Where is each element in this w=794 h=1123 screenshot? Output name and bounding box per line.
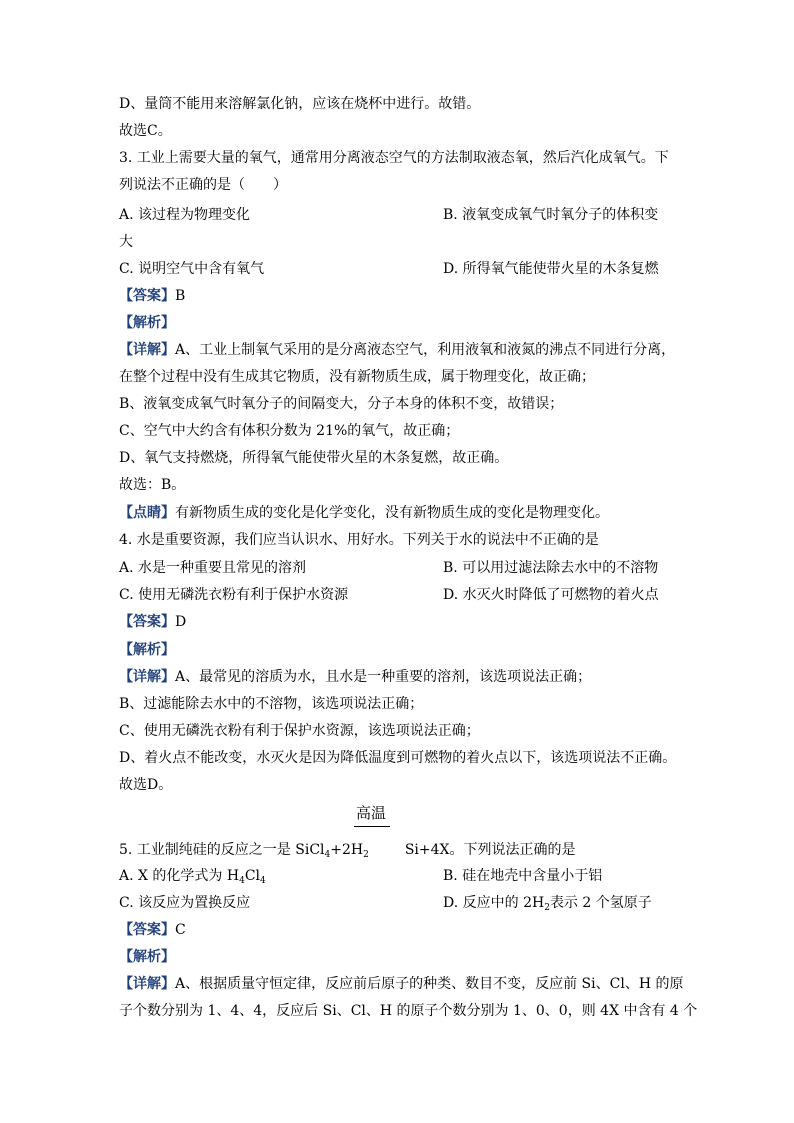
- explanation-line: D、着火点不能改变，水灭火是因为降低温度到可燃物的着火点以下，该选项说法不正确。: [119, 750, 677, 766]
- option-c: C. 该反应为置换反应: [119, 895, 251, 911]
- explanation-line: B、过滤能除去水中的不溶物，该选项说法正确；: [119, 696, 424, 712]
- q5-opt-d-pre: D. 反应中的 2H: [443, 895, 545, 911]
- explanation-text: A、根据质量守恒定律，反应前后原子的种类、数目不变，反应前 Si、Cl、H 的原: [175, 976, 684, 992]
- option-a: A. 水是一种重要且常见的溶剂: [119, 560, 307, 576]
- question-3-stem-cont: 列说法不正确的是（ ）: [119, 177, 287, 193]
- subscript: 2: [544, 903, 550, 913]
- explanation-line: C、使用无磷洗衣粉有利于保护水资源，该选项说法正确；: [119, 723, 480, 739]
- explanation-line: 故选：B。: [119, 477, 186, 493]
- subscript: 4: [324, 850, 331, 860]
- answer-value: C: [175, 922, 186, 938]
- option-b: B. 液氧变成氧气时氧分子的体积变: [443, 207, 659, 223]
- explanation-line: [119, 667, 591, 687]
- option-c: C. 说明空气中含有氧气: [119, 261, 265, 277]
- subscript: 2: [363, 850, 369, 860]
- answer-tag: 【答案】: [119, 922, 175, 938]
- answer-line: [119, 286, 185, 306]
- analysis-label: 【解析】: [119, 642, 175, 658]
- explanation-line: [119, 974, 683, 994]
- answer-value: D: [175, 614, 187, 630]
- explanation-tag: 【详解】: [119, 669, 175, 685]
- analysis-tag: [119, 947, 175, 967]
- reaction-arrow: [354, 826, 390, 827]
- answer-value: B: [175, 288, 186, 304]
- comment-tag: 【点睛】: [119, 505, 175, 521]
- explanation-line: [119, 340, 675, 360]
- q5-opt-a-pre: A. X 的化学式为 H: [119, 868, 240, 884]
- analysis-tag: [119, 640, 175, 660]
- reaction-condition: 高温: [356, 804, 387, 822]
- option-d: D. 水灭火时降低了可燃物的着火点: [443, 587, 659, 603]
- option-b: B. 硅在地壳中含量小于铝: [443, 868, 603, 884]
- comment-line: [119, 503, 609, 523]
- q5-stem-post: Si+4X。下列说法正确的是: [404, 842, 576, 858]
- option-b: B. 可以用过滤法除去水中的不溶物: [443, 560, 659, 576]
- q5-stem-mid: +2H: [330, 842, 364, 858]
- text-line: 故选C。: [119, 123, 172, 139]
- option-d: D. 所得氧气能使带火星的木条复燃: [443, 261, 659, 277]
- option-c: C. 使用无磷洗衣粉有利于保护水资源: [119, 587, 349, 603]
- answer-line: [119, 920, 186, 940]
- question-4-stem: 4. 水是重要资源，我们应当认识水、用好水。下列关于水的说法中不正确的是: [119, 532, 599, 548]
- q5-opt-a-mid: Cl: [244, 868, 261, 884]
- question-3-stem: 3. 工业上需要大量的氧气，通常用分离液态空气的方法制取液态氧，然后汽化成氧气。下: [119, 150, 669, 166]
- q5-stem-pre: 5. 工业制纯硅的反应之一是 SiCl: [119, 842, 325, 858]
- explanation-tag: 【详解】: [119, 976, 175, 992]
- explanation-line: B、液氧变成氧气时氧分子的间隔变大，分子本身的体积不变，故错误；: [119, 396, 564, 412]
- option-a: A. 该过程为物理变化: [119, 207, 251, 223]
- explanation-line: 故选D。: [119, 777, 173, 793]
- option-d: [443, 893, 652, 913]
- analysis-tag: [119, 313, 175, 333]
- option-b-cont: 大: [119, 234, 133, 250]
- analysis-label: 【解析】: [119, 949, 175, 965]
- answer-tag: 【答案】: [119, 614, 175, 630]
- q5-opt-d-post: 表示 2 个氢原子: [549, 895, 652, 911]
- explanation-text: A、最常见的溶质为水，且水是一种重要的溶剂，该选项说法正确；: [175, 669, 592, 685]
- subscript: 4: [260, 876, 266, 886]
- text-line: D、量筒不能用来溶解氯化钠，应该在烧杯中进行。故错。: [119, 96, 481, 112]
- answer-line: [119, 612, 186, 632]
- analysis-label: 【解析】: [119, 315, 175, 331]
- explanation-line: D、氧气支持燃烧，所得氧气能使带火星的木条复燃，故正确。: [119, 450, 509, 466]
- answer-tag: 【答案】: [119, 288, 175, 304]
- question-5-stem: [119, 840, 576, 860]
- explanation-tag: 【详解】: [119, 342, 175, 358]
- subscript: 4: [239, 876, 245, 886]
- explanation-text: A、工业上制氧气采用的是分离液态空气，利用液氧和液氮的沸点不同进行分离，: [175, 342, 676, 358]
- explanation-line: 子个数分别为 1、4、4，反应后 Si、Cl、H 的原子个数分别为 1、0、0，则 4X 中含有 4 个: [119, 1003, 698, 1019]
- explanation-line: C、空气中大约含有体积分数为 21%的氧气，故正确；: [119, 423, 460, 439]
- explanation-line: 在整个过程中没有生成其它物质，没有新物质生成，属于物理变化，故正确；: [119, 369, 595, 385]
- comment-text: 有新物质生成的变化是化学变化，没有新物质生成的变化是物理变化。: [175, 505, 609, 521]
- option-a: [119, 866, 266, 886]
